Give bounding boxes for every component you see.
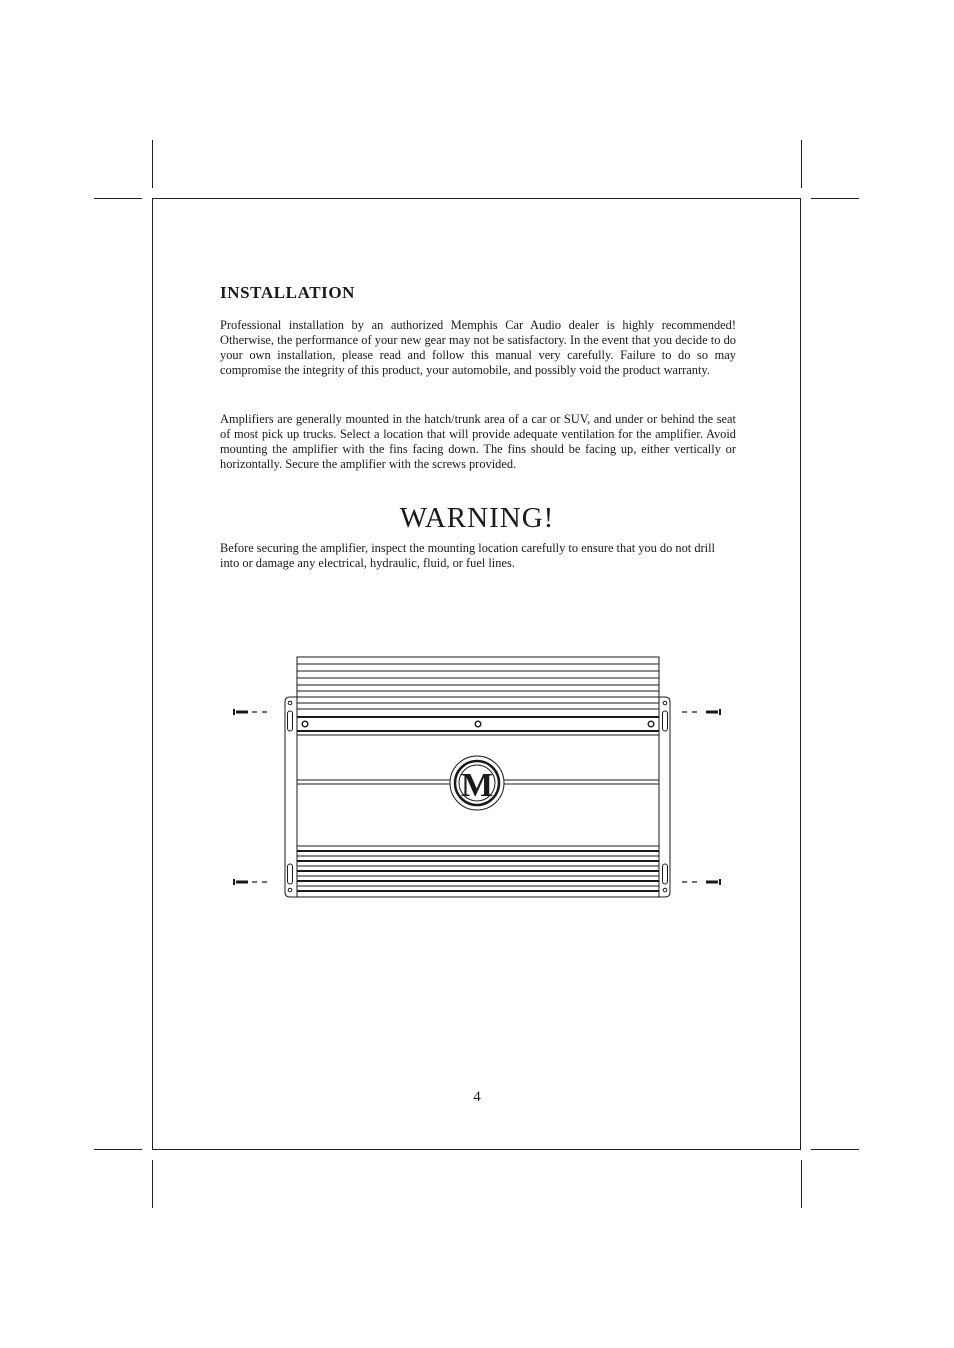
mounting-slot <box>288 711 293 731</box>
logo-letter: M <box>460 767 494 804</box>
mounting-screw <box>234 709 272 715</box>
page-number: 4 <box>473 1089 481 1105</box>
crop-mark <box>94 198 142 199</box>
warning-title: WARNING! <box>399 502 555 534</box>
crop-mark <box>801 1160 802 1208</box>
mounting-screw <box>682 709 720 715</box>
crop-mark <box>801 140 802 188</box>
crop-mark <box>811 1149 859 1150</box>
crop-mark <box>152 140 153 188</box>
heatsink-top <box>297 657 659 717</box>
panel-screw <box>302 721 308 727</box>
mounting-slot <box>663 864 668 884</box>
crop-mark <box>811 198 859 199</box>
mounting-paragraph: Amplifiers are generally mounted in the hatch/trunk area of a car or SUV, and under or behind the seat of most pick up trucks. Select a location that will provide adequate ventilation for the amplifier. Avoid mounting the amplifier with the fins facing down. The fins should be facing up, either vertically or horizontally. Secure the amplifier with the screws provided. <box>220 412 736 471</box>
mounting-slot <box>663 711 668 731</box>
mounting-screw <box>234 879 272 885</box>
crop-mark <box>94 1149 142 1150</box>
panel-screw <box>648 721 654 727</box>
panel-screw <box>475 721 481 727</box>
mounting-slot <box>288 864 293 884</box>
crop-mark <box>152 1160 153 1208</box>
intro-paragraph: Professional installation by an authorized Memphis Car Audio dealer is highly recommended! Otherwise, the performance of your new gear may not be satisfactory. In the event that you decide to do your own installation, please read and follow this manual very carefully. Failure to do so may compromise the integrity of this product, your automobile, and possibly void the product warranty. <box>220 318 736 377</box>
mounting-screw <box>682 879 720 885</box>
warning-text: Before securing the amplifier, inspect the mounting location carefully to ensure that you do not drill into or damage any electrical, hydraulic, fluid, or fuel lines. <box>220 541 715 570</box>
section-heading: INSTALLATION <box>220 283 356 302</box>
amplifier-illustration <box>220 650 730 902</box>
